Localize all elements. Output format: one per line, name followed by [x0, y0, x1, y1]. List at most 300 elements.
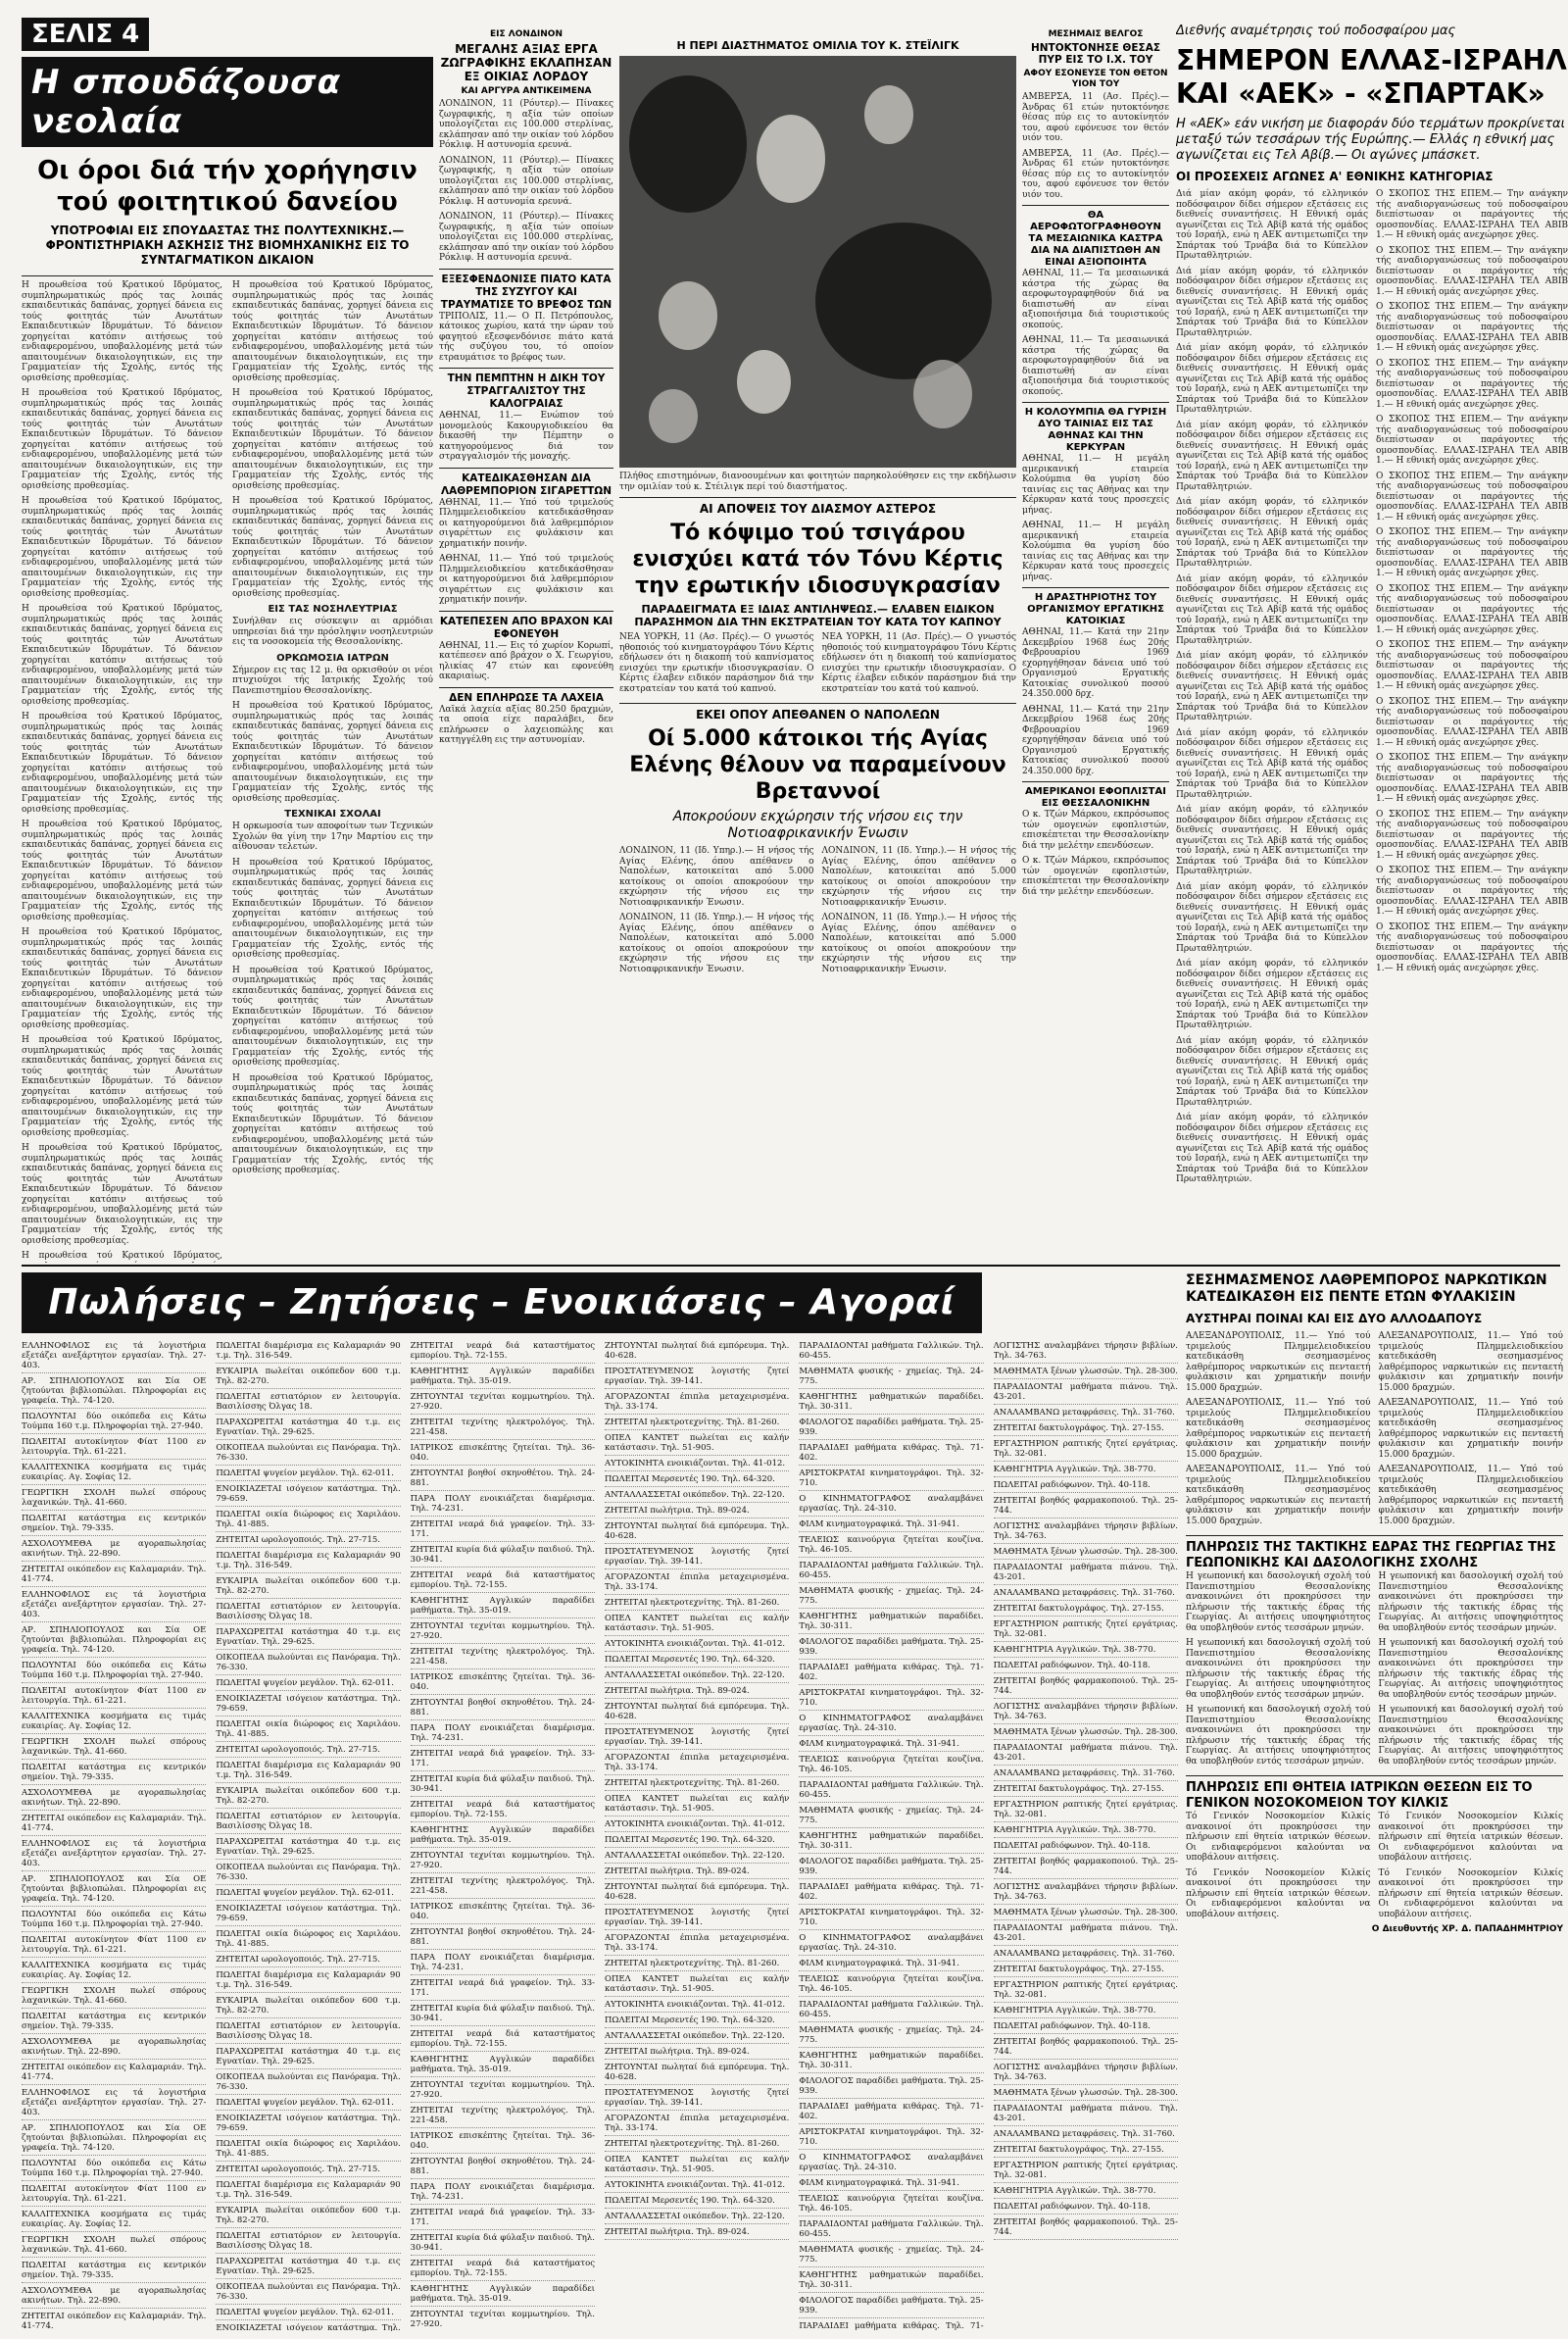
classified-ad: ΠΑΡΑΧΩΡΕΙΤΑΙ κατάστημα 40 τ.μ. εις Εγνατίαν. Τηλ. 29-625. [216, 1627, 400, 1650]
classified-ad: ΠΩΛΕΙΤΑΙ Μερσεντές 190. Τηλ. 64-320. [605, 1655, 789, 1667]
classified-ad: ΠΩΛΕΙΤΑΙ κατάστημα εις κεντρικόν σημείον. Τηλ. 79-335. [22, 2012, 206, 2034]
classified-ad: ΖΗΤΕΙΤΑΙ οικόπεδον εις Καλαμαριάν. Τηλ. 41-774. [22, 1565, 206, 1587]
classified-ad: Ο ΚΙΝΗΜΑΤΟΓΡΑΦΟΣ αναλαμβάνει εργασίας. Τηλ. 24-310. [799, 1494, 983, 1517]
sport-body-j: Διά μίαν ακόμη φοράν, τό ελληνικόν ποδόσφαιρον δίδει σήμερον εξετάσεις εις διεθνείς συναντήσεις. Η Εθνική ομάς αγωνίζεται εις Τελ Αβίβ κατά τής ομάδος τού Ισραήλ, ενώ η ΑΕΚ αντιμετωπίζει την Σπάρτακ τού Τρνάβα διά το Κύπελλον Πρωταθλητριών. [1176, 881, 1368, 954]
classified-ad: ΠΩΛΕΙΤΑΙ ψυγείον μεγάλον. Τηλ. 62-011. [216, 2308, 400, 2320]
col4-body5: Ο κ. Τζών Μάρκου, εκπρόσωπος τών ομογενών εφοπλιστών, επισκέπτεται την Θεσσαλονίκην διά την μελέτην επενδύσεων. [1022, 810, 1169, 851]
sport-body2-m: Ο ΣΚΟΠΟΣ ΤΗΣ ΕΠΕΜ.— Την ανάγκην τής αναδιοργανώσεως τού ποδοσφαίρου διεπίστωσαν οι παράγοντες τής ομοσπονδίας. ΕΛΛΑΣ-ΙΣΡΑΗΛ ΤΕΛ ΑΒΙΒ 1.— Η εθνική ομάς ανεχώρησε χθες. [1376, 866, 1568, 917]
lower-right-column [1186, 1272, 1563, 2331]
classified-ad: ΜΑΘΗΜΑΤΑ ξένων γλωσσών. Τηλ. 28-300. [994, 1727, 1178, 1740]
classified-ad: ΠΑΡΑΔΙΔΟΝΤΑΙ μαθήματα Γαλλικών. Τηλ. 60-455. [799, 2219, 983, 2242]
classified-ad: ΦΙΛΟΛΟΓΟΣ παραδίδει μαθήματα. Τηλ. 25-939. [799, 1857, 983, 1879]
infant-body: ΤΡΙΠΟΛΙΣ, 11.— Ο Π. Πετρόπουλος, κάτοικος χωρίου, κατά την ώραν τού φαγητού εξεσφενδόνισε πιάτο κατά τής συζύγου του, τό οποίον ετραυμάτισε το βρέφος των. [439, 311, 613, 363]
classified-ad: ΠΩΛΟΥΝΤΑΙ δύο οικόπεδα εις Κάτω Τούμπα 160 τ.μ. Πληροφορίαι τηλ. 27-940. [22, 1412, 206, 1434]
classified-ad: ΚΑΘΗΓΗΤΡΙΑ Αγγλικών. Τηλ. 38-770. [994, 1465, 1178, 1477]
classified-ad: ΖΗΤΕΙΤΑΙ κυρία διά φύλαξιν παιδιού. Τηλ. 30-941. [411, 1545, 595, 1568]
exhibition-sub: ΚΑΙ ΑΡΓΥΡΑ ΑΝΤΙΚΕΙΜΕΝΑ [461, 86, 592, 96]
classified-ad: ΠΑΡΑΔΙΔΟΝΤΑΙ μαθήματα πιάνου. Τηλ. 43-201. [994, 1382, 1178, 1405]
sport-body-f: Διά μίαν ακόμη φοράν, τό ελληνικόν ποδόσφαιρον δίδει σήμερον εξετάσεις εις διεθνείς συναντήσεις. Η Εθνική ομάς αγωνίζεται εις Τελ Αβίβ κατά τής ομάδος τού Ισραήλ, ενώ η ΑΕΚ αντιμετωπίζει την Σπάρτακ τού Τρνάβα διά το Κύπελλον Πρωταθλητριών. [1176, 573, 1368, 646]
col4-body1: ΑΜΒΕΡΣΑ, 11 (Ασ. Πρές).— Άνδρας 61 ετών ηυτοκτόνησε θέσας πύρ εις το αυτοκίνητόν του, αφού εφόνευσε τον θετόν υιόν του. [1022, 92, 1169, 143]
classified-ad: ΚΑΘΗΓΗΤΡΙΑ Αγγλικών. Τηλ. 38-770. [994, 2186, 1178, 2199]
sport-body2-k: Ο ΣΚΟΠΟΣ ΤΗΣ ΕΠΕΜ.— Την ανάγκην τής αναδιοργανώσεως τού ποδοσφαίρου διεπίστωσαν οι παράγοντες τής ομοσπονδίας. ΕΛΛΑΣ-ΙΣΡΑΗΛ ΤΕΛ ΑΒΙΒ 1.— Η εθνική ομάς ανεχώρησε χθες. [1376, 753, 1568, 804]
exhibition-body3: ΛΟΝΔΙΝΟΝ, 11 (Ρόυτερ).— Πίνακες ζωγραφικής, η αξία τών οποίων υπολογίζεται εις 100.000 στερλίνας, εκλάπησαν από την οικίαν τού λόρδου Ρόκλιφ. Η αστυνομία ερευνά. [439, 212, 613, 263]
classified-ad: ΠΑΡΑΔΙΔΟΝΤΑΙ μαθήματα Γαλλικών. Τηλ. 60-455. [799, 1561, 983, 1583]
classified-ad: ΟΙΚΟΠΕΔΑ πωλούνται εις Πανόραμα. Τηλ. 76-330. [216, 1443, 400, 1466]
classified-ad: ΑΓΟΡΑΖΟΝΤΑΙ έπιπλα μεταχειρισμένα. Τηλ. 33-174. [605, 1392, 789, 1415]
classified-ad: ΦΙΛΜ κινηματογραφικά. Τηλ. 31-941. [799, 1959, 983, 1971]
classified-ad: ΠΑΡΑΧΩΡΕΙΤΑΙ κατάστημα 40 τ.μ. εις Εγνατίαν. Τηλ. 29-625. [216, 1418, 400, 1440]
classified-ad: ΖΗΤΕΙΤΑΙ βοηθός φαρμακοποιού. Τηλ. 25-744. [994, 2217, 1178, 2240]
classified-ad: ΠΑΡΑΔΙΔΟΝΤΑΙ μαθήματα πιάνου. Τηλ. 43-201. [994, 2104, 1178, 2126]
classified-ad: ΠΩΛΕΙΤΑΙ Μερσεντές 190. Τηλ. 64-320. [605, 2196, 789, 2209]
loan-body-cont7: Η προωθείσα τού Κρατικού Ιδρύματος, συμπληρωματικώς πρός τας λοιπάς εκπαιδευτικάς δαπάνας, χορηγεί δάνεια εις τούς φοιτητάς τών Ανωτάτων Εκπαιδευτικών Ιδρυμάτων. Τό δάνειον χορηγείται κατόπιν αιτήσεως τού ενδιαφερομένου, υποβαλλομένης μετά τών απαιτουμένων δικαιολογητικών, εις την Γραμματείαν τής Σχολής, εντός τής ορισθείσης προθεσμίας. [22, 1035, 222, 1138]
classified-ad: ΑΥΤΟΚΙΝΗΤΑ ενοικιάζονται. Τηλ. 41-012. [605, 2180, 789, 2193]
infant-title: ΕΞΕΣΦΕΝΔΟΝΙΣΕ ΠΙΑΤΟ ΚΑΤΑ ΤΗΣ ΣΥΖΥΓΟΥ ΚΑΙ ΤΡΑΥΜΑΤΙΣΕ ΤΟ ΒΡΕΦΟΣ ΤΩΝ [440, 273, 612, 311]
col4-body3: ΑΘΗΝΑΙ, 11.— Η μεγάλη αμερικανική εταιρεία Κολούμπια θα γυρίση δύο ταινίας εις τας Αθήνας και την Κέρκυραν κατά τους προσεχείς μήνας. [1022, 454, 1169, 516]
classified-ad: ΖΗΤΕΙΤΑΙ δακτυλογράφος. Τηλ. 27-155. [994, 1604, 1178, 1617]
classified-ad: ΑΥΤΟΚΙΝΗΤΑ ενοικιάζονται. Τηλ. 41-012. [605, 2000, 789, 2013]
classified-ad: ΓΕΩΡΓΙΚΗ ΣΧΟΛΗ πωλεί σπόρους λαχανικών. Τηλ. 41-660. [22, 1737, 206, 1760]
classified-ad: ΖΗΤΕΙΤΑΙ δακτυλογράφος. Τηλ. 27-155. [994, 1784, 1178, 1797]
agriculture-body6: Η γεωπονική και δασολογική σχολή τού Πανεπιστημίου Θεσσαλονίκης ανακοινώνει ότι προκηρύσσει την πλήρωσιν τής τακτικής έδρας τής Γεωργίας. Αι αιτήσεις υποψηφιότητος θα υποβληθούν εντός τεσσάρων μηνών. [1378, 1705, 1563, 1767]
classified-ad: ΙΑΤΡΙΚΟΣ επισκέπτης ζητείται. Τηλ. 36-040. [411, 1672, 595, 1695]
loan-body-cont2: Η προωθείσα τού Κρατικού Ιδρύματος, συμπληρωματικώς πρός τας λοιπάς εκπαιδευτικάς δαπάνας, χορηγεί δάνεια εις τούς φοιτητάς τών Ανωτάτων Εκπαιδευτικών Ιδρυμάτων. Τό δάνειον χορηγείται κατόπιν αιτήσεως τού ενδιαφερομένου, υποβαλλομένης μετά τών απαιτουμένων δικαιολογητικών, εις την Γραμματείαν τής Σχολής, εντός τής ορισθείσης προθεσμίας. [22, 496, 222, 599]
classified-ad: ΜΑΘΗΜΑΤΑ φυσικής - χημείας. Τηλ. 24-775. [799, 2025, 983, 2048]
classified-ad: ΑΡ. ΣΠΗΛΙΟΠΟΥΛΟΣ και Σία ΟΕ ζητούνται βιβλιοπώλαι. Πληροφορίαι εις γραφεία. Τηλ. 74-120. [22, 1376, 206, 1409]
section-label: ΣΕΛΙΣ 4 [22, 18, 149, 51]
classified-ad: ΠΡΟΣΤΑΤΕΥΜΕΝΟΣ λογιστής ζητεί εργασίαν. Τηλ. 39-141. [605, 1367, 789, 1389]
classified-ad: ΑΝΤΑΛΛΑΣΣΕΤΑΙ οικόπεδον. Τηλ. 22-120. [605, 2031, 789, 2044]
classified-ad: ΖΗΤΕΙΤΑΙ τεχνίτης ηλεκτρολόγος. Τηλ. 221-458. [411, 2106, 595, 2128]
classified-ad: ΖΗΤΕΙΤΑΙ τεχνίτης ηλεκτρολόγος. Τηλ. 221-458. [411, 1418, 595, 1440]
classified-ad: ΜΑΘΗΜΑΤΑ ξένων γλωσσών. Τηλ. 28-300. [994, 2088, 1178, 2101]
classified-ad: ΠΑΡΑΔΙΔΕΙ μαθήματα κιθάρας. Τηλ. 71-402. [799, 2102, 983, 2124]
narcotics-title: ΣΕΣΗΜΑΣΜΕΝΟΣ ΛΑΘΡΕΜΠΟΡΟΣ ΝΑΡΚΩΤΙΚΩΝ ΚΑΤΕΔΙΚΑΣΘΗ ΕΙΣ ΠΕΝΤΕ ΕΤΩΝ ΦΥΛΑΚΙΣΙΝ [1186, 1272, 1547, 1305]
classified-ad: ΠΑΡΑΔΙΔΟΝΤΑΙ μαθήματα Γαλλικών. Τηλ. 60-455. [799, 1341, 983, 1364]
classified-ad: ΚΑΘΗΓΗΤΗΣ μαθηματικών παραδίδει. Τηλ. 30-311. [799, 1831, 983, 1854]
classified-ad: ΖΗΤΕΙΤΑΙ βοηθός φαρμακοποιού. Τηλ. 25-744. [994, 1857, 1178, 1879]
classified-ad: ΑΓΟΡΑΖΟΝΤΑΙ έπιπλα μεταχειρισμένα. Τηλ. 33-174. [605, 1753, 789, 1775]
sport-body-e: Διά μίαν ακόμη φοράν, τό ελληνικόν ποδόσφαιρον δίδει σήμερον εξετάσεις εις διεθνείς συναντήσεις. Η Εθνική ομάς αγωνίζεται εις Τελ Αβίβ κατά τής ομάδος τού Ισραήλ, ενώ η ΑΕΚ αντιμετωπίζει την Σπάρτακ τού Τρνάβα διά το Κύπελλον Πρωταθλητριών. [1176, 497, 1368, 569]
classified-ad: ΑΝΑΛΑΜΒΑΝΩ μεταφράσεις. Τηλ. 31-760. [994, 1408, 1178, 1420]
classified-ad: ΕΛΛΗΝΟΦΙΛΟΣ εις τά λογιστήρια εξετάζει ανεξάρτητον εργασίαν. Τηλ. 27-403. [22, 1590, 206, 1622]
agriculture-title: ΠΛΗΡΩΣΙΣ ΤΗΣ ΤΑΚΤΙΚΗΣ ΕΔΡΑΣ ΤΗΣ ΓΕΩΡΓΙΑΣ ΤΗΣ ΓΕΩΠΟΝΙΚΗΣ ΚΑΙ ΔΑΣΟΛΟΓΙΚΗΣ ΣΧΟΛΗΣ [1186, 1540, 1556, 1570]
classified-ad: ΑΝΤΑΛΛΑΣΣΕΤΑΙ οικόπεδον. Τηλ. 22-120. [605, 1670, 789, 1683]
classified-ad: ΠΑΡΑΧΩΡΕΙΤΑΙ κατάστημα 40 τ.μ. εις Εγνατίαν. Τηλ. 29-625. [216, 2257, 400, 2279]
classified-ad: ΖΗΤΕΙΤΑΙ βοηθός φαρμακοποιού. Τηλ. 25-744. [994, 1496, 1178, 1518]
classified-ad: ΕΛΛΗΝΟΦΙΛΟΣ εις τά λογιστήρια εξετάζει ανεξάρτητον εργασίαν. Τηλ. 27-403. [22, 1341, 206, 1373]
sport-body-b: Διά μίαν ακόμη φοράν, τό ελληνικόν ποδόσφαιρον δίδει σήμερον εξετάσεις εις διεθνείς συναντήσεις. Η Εθνική ομάς αγωνίζεται εις Τελ Αβίβ κατά τής ομάδος τού Ισραήλ, ενώ η ΑΕΚ αντιμετωπίζει την Σπάρτακ τού Τρνάβα διά το Κύπελλον Πρωταθλητριών. [1176, 266, 1368, 338]
classified-ad: ΤΕΛΕΙΩΣ καινούργια ζητείται κουζίνα. Τηλ. 46-105. [799, 1974, 983, 1997]
napoleon-body: ΛΟΝΔΙΝΟΝ, 11 (Ιδ. Υπηρ.).— Η νήσος τής Αγίας Ελένης, όπου απέθανεν ο Ναπολέων, κατοικείται από 5.000 κατοίκους οι οποίοι αποκρούουν την εκχώρησιν τής νήσου εις την Νοτιοαφρικανικήν Ένωσιν. [619, 846, 814, 908]
col4-body2: ΑΘΗΝΑΙ, 11.— Τα μεσαιωνικά κάστρα τής χώρας θα αεροφωτογραφηθούν διά να διαπιστωθή αν είναι αξιοποιήσιμα διά τουριστικούς σκοπούς. [1022, 269, 1169, 330]
classified-ad: ΑΡΙΣΤΟΚΡΑΤΑΙ κινηματογράφοι. Τηλ. 32-710. [799, 1468, 983, 1491]
loan-body-col2b: Η προωθείσα τού Κρατικού Ιδρύματος, συμπληρωματικώς πρός τας λοιπάς εκπαιδευτικάς δαπάνας, χορηγεί δάνεια εις τούς φοιτητάς τών Ανωτάτων Εκπαιδευτικών Ιδρυμάτων. Τό δάνειον χορηγείται κατόπιν αιτήσεως τού ενδιαφερομένου, υποβαλλομένης μετά τών απαιτουμένων δικαιολογητικών, εις την Γραμματείαν τής Σχολής, εντός τής ορισθείσης προθεσμίας. [232, 388, 433, 491]
agriculture-body4: Η γεωπονική και δασολογική σχολή τού Πανεπιστημίου Θεσσαλονίκης ανακοινώνει ότι προκηρύσσει την πλήρωσιν τής τακτικής έδρας τής Γεωργίας. Αι αιτήσεις υποψηφιότητος θα υποβληθούν εντός τεσσάρων μηνών. [1378, 1638, 1563, 1700]
loan-body-cont: Η προωθείσα τού Κρατικού Ιδρύματος, συμπληρωματικώς πρός τας λοιπάς εκπαιδευτικάς δαπάνας, χορηγεί δάνεια εις τούς φοιτητάς τών Ανωτάτων Εκπαιδευτικών Ιδρυμάτων. Τό δάνειον χορηγείται κατόπιν αιτήσεως τού ενδιαφερομένου, υποβαλλομένης μετά τών απαιτουμένων δικαιολογητικών, εις την Γραμματείαν τής Σχολής, εντός τής ορισθείσης προθεσμίας. [22, 388, 222, 491]
narcotics-body4: ΑΛΕΞΑΝΔΡΟΥΠΟΛΙΣ, 11.— Υπό τού τριμελούς Πλημμελειοδικείου κατεδικάσθη σεσημασμένος λαθρέμπορος ναρκωτικών εις πενταετή φυλάκισιν και χρηματικήν ποινήν 15.000 δραχμών. [1378, 1398, 1563, 1460]
classified-ad: ΖΗΤΟΥΝΤΑΙ πωληταί διά εμπόρευμα. Τηλ. 40-628. [605, 2063, 789, 2085]
left-column [22, 18, 433, 1263]
classifieds-column [799, 1341, 983, 2331]
classified-ad: ΠΩΛΟΥΝΤΑΙ δύο οικόπεδα εις Κάτω Τούμπα 160 τ.μ. Πληροφορίαι τηλ. 27-940. [22, 1910, 206, 1932]
classified-ad: ΚΑΘΗΓΗΤΗΣ μαθηματικών παραδίδει. Τηλ. 30-311. [799, 1612, 983, 1634]
classified-ad: ΦΙΛΟΛΟΓΟΣ παραδίδει μαθήματα. Τηλ. 25-939. [799, 2296, 983, 2318]
classified-ad: ΕΛΛΗΝΟΦΙΛΟΣ εις τά λογιστήρια εξετάζει ανεξάρτητον εργασίαν. Τηλ. 27-403. [22, 1839, 206, 1871]
sport-body2-l: Ο ΣΚΟΠΟΣ ΤΗΣ ΕΠΕΜ.— Την ανάγκην τής αναδιοργανώσεως τού ποδοσφαίρου διεπίστωσαν οι παράγοντες τής ομοσπονδίας. ΕΛΛΑΣ-ΙΣΡΑΗΛ ΤΕΛ ΑΒΙΒ 1.— Η εθνική ομάς ανεχώρησε χθες. [1376, 809, 1568, 861]
col4-body2b: ΑΘΗΝΑΙ, 11.— Τα μεσαιωνικά κάστρα τής χώρας θα αεροφωτογραφηθούν διά να διαπιστωθή αν είναι αξιοποιήσιμα διά τουριστικούς σκοπούς. [1022, 335, 1169, 397]
classified-ad: ΠΩΛΕΙΤΑΙ ψυγείον μεγάλον. Τηλ. 62-011. [216, 1468, 400, 1481]
classified-ad: ΑΝΤΑΛΛΑΣΣΕΤΑΙ οικόπεδον. Τηλ. 22-120. [605, 1490, 789, 1503]
column-two [439, 29, 613, 1260]
classified-ad: ΛΟΓΙΣΤΗΣ αναλαμβάνει τήρησιν βιβλίων. Τηλ. 34-763. [994, 1882, 1178, 1905]
col4-title5: ΑΜΕΡΙΚΑΝΟΙ ΕΦΟΠΛΙΣΤΑΙ ΕΙΣ ΘΕΣΣΑΛΟΝΙΚΗΝ [1025, 786, 1166, 809]
classified-ad: ΑΡΙΣΤΟΚΡΑΤΑΙ κινηματογράφοι. Τηλ. 32-710. [799, 2127, 983, 2150]
classifieds-column [22, 1341, 206, 2331]
classified-ad: ΜΑΘΗΜΑΤΑ φυσικής - χημείας. Τηλ. 24-775. [799, 1586, 983, 1609]
classified-ad: ΕΡΓΑΣΤΗΡΙΟΝ ραπτικής ζητεί εργάτριας. Τηλ. 32-081. [994, 2161, 1178, 2183]
col4-body4b: ΑΘΗΝΑΙ, 11.— Κατά την 21ην Δεκεμβρίου 1968 έως 20ής Φεβρουαρίου 1969 εχορηγήθησαν δάνεια υπό τού Οργανισμού Εργατικής Κατοικίας συνολικού ποσού 24.350.000 δρχ. [1022, 704, 1169, 776]
classified-ad: ΖΗΤΕΙΤΑΙ νεαρά διά καταστήματος εμπορίου. Τηλ. 72-155. [411, 2259, 595, 2281]
classified-ad: ΠΩΛΕΙΤΑΙ εστιατόριον εν λειτουργία. Βασιλίσσης Όλγας 18. [216, 1812, 400, 1834]
astronaut-sub: ΠΑΡΑΔΕΙΓΜΑΤΑ ΕΞ ΙΔΙΑΣ ΑΝΤΙΛΗΨΕΩΣ.— ΕΛΑΒΕΝ ΕΙΔΙΚΟΝ ΠΑΡΑΣΗΜΟΝ ΔΙΑ ΤΗΝ ΕΚΣΤΡΑΤΕΙΑΝ ΤΟΥ ΚΑΤΑ ΤΟΥ ΚΑΠΝΟΥ [634, 603, 1002, 628]
classified-ad: ΑΣΧΟΛΟΥΜΕΘΑ με αγοραπωλησίας ακινήτων. Τηλ. 22-890. [22, 1539, 206, 1562]
sport-body-d: Διά μίαν ακόμη φοράν, τό ελληνικόν ποδόσφαιρον δίδει σήμερον εξετάσεις εις διεθνείς συναντήσεις. Η Εθνική ομάς αγωνίζεται εις Τελ Αβίβ κατά τής ομάδος τού Ισραήλ, ενώ η ΑΕΚ αντιμετωπίζει την Σπάρτακ τού Τρνάβα διά το Κύπελλον Πρωταθλητριών. [1176, 420, 1368, 492]
classified-ad: ΖΗΤΕΙΤΑΙ νεαρά διά καταστήματος εμπορίου. Τηλ. 72-155. [411, 1341, 595, 1364]
classified-ad: ΖΗΤΕΙΤΑΙ πωλήτρια. Τηλ. 89-024. [605, 1506, 789, 1518]
classified-ad: ΖΗΤΕΙΤΑΙ ωρολογοποιός. Τηλ. 27-715. [216, 1535, 400, 1548]
exhibition-title: ΜΕΓΑΛΗΣ ΑΞΙΑΣ ΕΡΓΑ ΖΩΓΡΑΦΙΚΗΣ ΕΚΛΑΠΗΣΑΝ ΕΞ ΟΙΚΙΑΣ ΛΟΡΔΟΥ [440, 42, 612, 83]
classified-ad: ΠΩΛΕΙΤΑΙ οικία διώροφος εις Χαριλάου. Τηλ. 41-885. [216, 2139, 400, 2162]
tech-body: Η ορκωμοσία των αποφοίτων των Τεχνικών Σχολών θα γίνη την 17ην Μαρτίου εις την αίθουσαν τελετών. [232, 821, 433, 852]
classified-ad: ΛΟΓΙΣΤΗΣ αναλαμβάνει τήρησιν βιβλίων. Τηλ. 34-763. [994, 1341, 1178, 1364]
classified-ad: ΠΡΟΣΤΑΤΕΥΜΕΝΟΣ λογιστής ζητεί εργασίαν. Τηλ. 39-141. [605, 1908, 789, 1930]
loan-subtitle: ΥΠΟΤΡΟΦΙΑΙ ΕΙΣ ΣΠΟΥΔΑΣΤΑΣ ΤΗΣ ΠΟΛΥΤΕΧΝΙΚΗΣ.— ΦΡΟΝΤΙΣΤΗΡΙΑΚΗ ΑΣΚΗΣΙΣ ΤΗΣ ΒΙΟΜΗΧΑΝΙΚΗΣ ΕΙΣ ΤΟ ΣΥΝΤΑΓΜΑΤΙΚΟΝ ΔΙΚΑΙΟΝ [45, 224, 410, 267]
classified-ad: ΖΗΤΟΥΝΤΑΙ πωληταί διά εμπόρευμα. Τηλ. 40-628. [605, 1341, 789, 1364]
napoleon-body4: ΛΟΝΔΙΝΟΝ, 11 (Ιδ. Υπηρ.).— Η νήσος τής Αγίας Ελένης, όπου απέθανεν ο Ναπολέων, κατοικείται από 5.000 κατοίκους οι οποίοι αποκρούουν την εκχώρησιν τής νήσου εις την Νοτιοαφρικανικήν Ένωσιν. [821, 913, 1016, 974]
agriculture-body5: Η γεωπονική και δασολογική σχολή τού Πανεπιστημίου Θεσσαλονίκης ανακοινώνει ότι προκηρύσσει την πλήρωσιν τής τακτικής έδρας τής Γεωργίας. Αι αιτήσεις υποψηφιότητος θα υποβληθούν εντός τεσσάρων μηνών. [1186, 1705, 1371, 1767]
classified-ad: ΚΑΘΗΓΗΤΡΙΑ Αγγλικών. Τηλ. 38-770. [994, 2006, 1178, 2018]
classified-ad: ΠΡΟΣΤΑΤΕΥΜΕΝΟΣ λογιστής ζητεί εργασίαν. Τηλ. 39-141. [605, 1547, 789, 1569]
classified-ad: ΚΑΘΗΓΗΤΗΣ μαθηματικών παραδίδει. Τηλ. 30-311. [799, 1392, 983, 1415]
classified-ad: ΜΑΘΗΜΑΤΑ ξένων γλωσσών. Τηλ. 28-300. [994, 1908, 1178, 1920]
classified-ad: ΛΟΓΙΣΤΗΣ αναλαμβάνει τήρησιν βιβλίων. Τηλ. 34-763. [994, 1521, 1178, 1544]
classified-ad: ΠΩΛΕΙΤΑΙ κατάστημα εις κεντρικόν σημείον. Τηλ. 79-335. [22, 1763, 206, 1785]
classified-ad: ΖΗΤΕΙΤΑΙ κυρία διά φύλαξιν παιδιού. Τηλ. 30-941. [411, 2233, 595, 2256]
tech-body4: Η προωθείσα τού Κρατικού Ιδρύματος, συμπληρωματικώς πρός τας λοιπάς εκπαιδευτικάς δαπάνας, χορηγεί δάνεια εις τούς φοιτητάς τών Ανωτάτων Εκπαιδευτικών Ιδρυμάτων. Τό δάνειον χορηγείται κατόπιν αιτήσεως τού ενδιαφερομένου, υποβαλλομένης μετά τών απαιτουμένων δικαιολογητικών, εις την Γραμματείαν τής Σχολής, εντός τής ορισθείσης προθεσμίας. [232, 1072, 433, 1175]
classified-ad: ΕΝΟΙΚΙΑΖΕΤΑΙ ισόγειον κατάστημα. Τηλ. [216, 2323, 400, 2331]
astronaut-body: ΝΕΑ ΥΟΡΚΗ, 11 (Ασ. Πρές).— Ο γνωστός ηθοποιός τού κινηματογράφου Τόνυ Κέρτις εδήλωσεν ότι η διακοπή τού καπνίσματος ενισχύει την ερωτικήν ιδιοσυγκρασίαν. Ο Κέρτις έλαβεν ειδικόν παράσημον διά την εκστρατείαν του κατά τού καπνού. [619, 632, 814, 694]
classified-ad: ΦΙΛΜ κινηματογραφικά. Τηλ. 31-941. [799, 2178, 983, 2191]
classified-ad: ΖΗΤΟΥΝΤΑΙ τεχνίται κομμωτηρίου. Τηλ. 27-920. [411, 2080, 595, 2103]
classified-ad: ΖΗΤΕΙΤΑΙ ηλεκτροτεχνίτης. Τηλ. 81-260. [605, 1778, 789, 1791]
classified-ad: ΜΑΘΗΜΑΤΑ φυσικής - χημείας. Τηλ. 24-775. [799, 2245, 983, 2267]
classified-ad: ΟΠΕΛ ΚΑΝΤΕΤ πωλείται εις καλήν κατάστασιν. Τηλ. 51-905. [605, 2155, 789, 2177]
classified-ad: ΑΓΟΡΑΖΟΝΤΑΙ έπιπλα μεταχειρισμένα. Τηλ. 33-174. [605, 1933, 789, 1956]
classified-ad: ΠΩΛΕΙΤΑΙ κατάστημα εις κεντρικόν σημείον. Τηλ. 79-335. [22, 2261, 206, 2283]
col4-body4: ΑΘΗΝΑΙ, 11.— Κατά την 21ην Δεκεμβρίου 1968 έως 20ής Φεβρουαρίου 1969 εχορηγήθησαν δάνεια υπό τού Οργανισμού Εργατικής Κατοικίας συνολικού ποσού 24.350.000 δρχ. [1022, 627, 1169, 699]
col4-title4: Η ΔΡΑΣΤΗΡΙΟΤΗΣ ΤΟΥ ΟΡΓΑΝΙΣΜΟΥ ΕΡΓΑΤΙΚΗΣ ΚΑΤΟΙΚΙΑΣ [1027, 592, 1164, 626]
napoleon-sub: Αποκρούουν εκχώρησιν τής νήσου εις την Νοτιοαφρικανικήν Ένωσιν [672, 809, 963, 841]
classified-ad: ΕΝΟΙΚΙΑΖΕΤΑΙ ισόγειον κατάστημα. Τηλ. 79-659. [216, 1484, 400, 1507]
classified-ad: ΠΩΛΟΥΝΤΑΙ δύο οικόπεδα εις Κάτω Τούμπα 160 τ.μ. Πληροφορίαι τηλ. 27-940. [22, 2159, 206, 2181]
classified-ad: ΠΑΡΑΔΙΔΟΝΤΑΙ μαθήματα πιάνου. Τηλ. 43-201. [994, 1923, 1178, 1946]
classified-ad: ΠΩΛΟΥΝΤΑΙ δύο οικόπεδα εις Κάτω Τούμπα 160 τ.μ. Πληροφορίαι τηλ. 27-940. [22, 1661, 206, 1683]
loan-body-cont4: Η προωθείσα τού Κρατικού Ιδρύματος, συμπληρωματικώς πρός τας λοιπάς εκπαιδευτικάς δαπάνας, χορηγεί δάνεια εις τούς φοιτητάς τών Ανωτάτων Εκπαιδευτικών Ιδρυμάτων. Τό δάνειον χορηγείται κατόπιν αιτήσεως τού ενδιαφερομένου, υποβαλλομένης μετά τών απαιτουμένων δικαιολογητικών, εις την Γραμματείαν τής Σχολής, εντός τής ορισθείσης προθεσμίας. [22, 712, 222, 815]
classified-ad: ΖΗΤΟΥΝΤΑΙ πωληταί διά εμπόρευμα. Τηλ. 40-628. [605, 1521, 789, 1544]
classified-ad: ΠΩΛΕΙΤΑΙ Μερσεντές 190. Τηλ. 64-320. [605, 2016, 789, 2028]
classified-ad: ΑΡ. ΣΠΗΛΙΟΠΟΥΛΟΣ και Σία ΟΕ ζητούνται βιβλιοπώλαι. Πληροφορίαι εις γραφεία. Τηλ. 74-120. [22, 2123, 206, 2156]
classified-ad: ΚΑΘΗΓΗΤΗΣ Αγγλικών παραδίδει μαθήματα. Τηλ. 35-019. [411, 2055, 595, 2077]
column-head: Η σπουδάζουσα νεολαία [22, 57, 433, 147]
classified-ad: ΕΡΓΑΣΤΗΡΙΟΝ ραπτικής ζητεί εργάτριας. Τηλ. 32-081. [994, 1619, 1178, 1642]
loan-body-cont6: Η προωθείσα τού Κρατικού Ιδρύματος, συμπληρωματικώς πρός τας λοιπάς εκπαιδευτικάς δαπάνας, χορηγεί δάνεια εις τούς φοιτητάς τών Ανωτάτων Εκπαιδευτικών Ιδρυμάτων. Τό δάνειον χορηγείται κατόπιν αιτήσεως τού ενδιαφερομένου, υποβαλλομένης μετά τών απαιτουμένων δικαιολογητικών, εις την Γραμματείαν τής Σχολής, εντός τής ορισθείσης προθεσμίας. [22, 927, 222, 1030]
classified-ad: ΖΗΤΕΙΤΑΙ νεαρά διά καταστήματος εμπορίου. Τηλ. 72-155. [411, 1570, 595, 1593]
classified-ad: ΖΗΤΕΙΤΑΙ ηλεκτροτεχνίτης. Τηλ. 81-260. [605, 1418, 789, 1430]
classified-ad: ΚΑΘΗΓΗΤΗΣ Αγγλικών παραδίδει μαθήματα. Τηλ. 35-019. [411, 2284, 595, 2307]
classified-ad: ΟΙΚΟΠΕΔΑ πωλούνται εις Πανόραμα. Τηλ. 76-330. [216, 2072, 400, 2095]
classified-ad: ΑΝΑΛΑΜΒΑΝΩ μεταφράσεις. Τηλ. 31-760. [994, 2129, 1178, 2142]
classified-ad: ΠΑΡΑΔΙΔΟΝΤΑΙ μαθήματα Γαλλικών. Τηλ. 60-455. [799, 2000, 983, 2022]
classified-ad: ΓΕΩΡΓΙΚΗ ΣΧΟΛΗ πωλεί σπόρους λαχανικών. Τηλ. 41-660. [22, 1986, 206, 2009]
classified-ad: ΖΗΤΕΙΤΑΙ δακτυλογράφος. Τηλ. 27-155. [994, 1423, 1178, 1436]
classified-ad: ΖΗΤΟΥΝΤΑΙ τεχνίται κομμωτηρίου. Τηλ. 27-920. [411, 1621, 595, 1644]
classified-ad: ΠΩΛΕΙΤΑΙ ραδιόφωνον. Τηλ. 40-118. [994, 1661, 1178, 1673]
classified-ad: Ο ΚΙΝΗΜΑΤΟΓΡΑΦΟΣ αναλαμβάνει εργασίας. Τηλ. 24-310. [799, 1933, 983, 1956]
classified-ad: ΠΩΛΕΙΤΑΙ κατάστημα εις κεντρικόν σημείον. Τηλ. 79-335. [22, 1514, 206, 1536]
col4-title2: ΘΑ ΑΕΡΟΦΩΤΟΓΡΑΦΗΘΟΥΝ ΤΑ ΜΕΣΑΙΩΝΙΚΑ ΚΑΣΤΡΑ ΔΙΑ ΝΑ ΔΙΑΠΙΣΤΩΘΗ ΑΝ ΕΙΝΑΙ ΑΞΙΟΠΟΙΗΤΑ [1028, 210, 1163, 268]
sport-body2-c: Ο ΣΚΟΠΟΣ ΤΗΣ ΕΠΕΜ.— Την ανάγκην τής αναδιοργανώσεως τού ποδοσφαίρου διεπίστωσαν οι παράγοντες τής ομοσπονδίας. ΕΛΛΑΣ-ΙΣΡΑΗΛ ΤΕΛ ΑΒΙΒ 1.— Η εθνική ομάς ανεχώρησε χθες. [1376, 302, 1568, 353]
loan-body-cont8: Η προωθείσα τού Κρατικού Ιδρύματος, συμπληρωματικώς πρός τας λοιπάς εκπαιδευτικάς δαπάνας, χορηγεί δάνεια εις τούς φοιτητάς τών Ανωτάτων Εκπαιδευτικών Ιδρυμάτων. Τό δάνειον χορηγείται κατόπιν αιτήσεως τού ενδιαφερομένου, υποβαλλομένης μετά τών απαιτουμένων δικαιολογητικών, εις την Γραμματείαν τής Σχολής, εντός τής ορισθείσης προθεσμίας. [22, 1143, 222, 1246]
classified-ad: ΛΟΓΙΣΤΗΣ αναλαμβάνει τήρησιν βιβλίων. Τηλ. 34-763. [994, 1702, 1178, 1724]
classified-ad: ΠΑΡΑΔΙΔΕΙ μαθήματα κιθάρας. Τηλ. 71-402. [799, 1882, 983, 1905]
classified-ad: ΟΠΕΛ ΚΑΝΤΕΤ πωλείται εις καλήν κατάστασιν. Τηλ. 51-905. [605, 1614, 789, 1636]
classified-ad: ΚΑΘΗΓΗΤΗΣ Αγγλικών παραδίδει μαθήματα. Τηλ. 35-019. [411, 1825, 595, 1848]
napoleon-body3: ΛΟΝΔΙΝΟΝ, 11 (Ιδ. Υπηρ.).— Η νήσος τής Αγίας Ελένης, όπου απέθανεν ο Ναπολέων, κατοικείται από 5.000 κατοίκους οι οποίοι αποκρούουν την εκχώρησιν τής νήσου εις την Νοτιοαφρικανικήν Ένωσιν. [619, 913, 814, 974]
classified-ad: ΠΩΛΕΙΤΑΙ διαμέρισμα εις Καλαμαριάν 90 τ.μ. Τηλ. 316-549. [216, 2180, 400, 2203]
classified-ad: ΑΝΤΑΛΛΑΣΣΕΤΑΙ οικόπεδον. Τηλ. 22-120. [605, 1851, 789, 1864]
tech-title: ΤΕΧΝΙΚΑΙ ΣΧΟΛΑΙ [284, 809, 381, 820]
classified-ad: ΤΕΛΕΙΩΣ καινούργια ζητείται κουζίνα. Τηλ. 46-105. [799, 1535, 983, 1558]
classified-ad: ΦΙΛΜ κινηματογραφικά. Τηλ. 31-941. [799, 1519, 983, 1532]
classified-ad: ΑΡ. ΣΠΗΛΙΟΠΟΥΛΟΣ και Σία ΟΕ ζητούνται βιβλιοπώλαι. Πληροφορίαι εις γραφεία. Τηλ. 74-120. [22, 1625, 206, 1658]
classified-ad: ΟΠΕΛ ΚΑΝΤΕΤ πωλείται εις καλήν κατάστασιν. Τηλ. 51-905. [605, 1974, 789, 1997]
sport-body-i: Διά μίαν ακόμη φοράν, τό ελληνικόν ποδόσφαιρον δίδει σήμερον εξετάσεις εις διεθνείς συναντήσεις. Η Εθνική ομάς αγωνίζεται εις Τελ Αβίβ κατά τής ομάδος τού Ισραήλ, ενώ η ΑΕΚ αντιμετωπίζει την Σπάρτακ τού Τρνάβα διά το Κύπελλον Πρωταθλητριών. [1176, 805, 1368, 876]
classified-ad: ΠΩΛΕΙΤΑΙ αυτοκίνητον Φίατ 1100 εν λειτουργία. Τηλ. 61-221. [22, 2184, 206, 2207]
classified-ad: ΙΑΤΡΙΚΟΣ επισκέπτης ζητείται. Τηλ. 36-040. [411, 2131, 595, 2154]
classified-ad: ΠΩΛΕΙΤΑΙ Μερσεντές 190. Τηλ. 64-320. [605, 1835, 789, 1848]
col4-body3b: ΑΘΗΝΑΙ, 11.— Η μεγάλη αμερικανική εταιρεία Κολούμπια θα γυρίση δύο ταινίας εις τας Αθήνας και την Κέρκυραν κατά τους προσεχείς μήνας. [1022, 521, 1169, 582]
agriculture-body2: Η γεωπονική και δασολογική σχολή τού Πανεπιστημίου Θεσσαλονίκης ανακοινώνει ότι προκηρύσσει την πλήρωσιν τής τακτικής έδρας τής Γεωργίας. Αι αιτήσεις υποψηφιότητος θα υποβληθούν εντός τεσσάρων μηνών. [1378, 1571, 1563, 1633]
classified-ad: ΖΗΤΕΙΤΑΙ τεχνίτης ηλεκτρολόγος. Τηλ. 221-458. [411, 1647, 595, 1669]
hospital-body4: Τό Γενικόν Νοσοκομείον Κιλκίς ανακοινοί ότι προκηρύσσει την πλήρωσιν επί θητεία ιατρικών θέσεων. Οι ενδιαφερόμενοι καλούνται να υποβάλουν αιτήσεις. [1378, 1867, 1563, 1919]
smuggling-title: ΚΑΤΕΔΙΚΑΣΘΗΣΑΝ ΔΙΑ ΛΑΘΡΕΜΠΟΡΙΟΝ ΣΙΓΑΡΕΤΤΩΝ [441, 472, 612, 497]
narcotics-body2: ΑΛΕΞΑΝΔΡΟΥΠΟΛΙΣ, 11.— Υπό τού τριμελούς Πλημμελειοδικείου κατεδικάσθη σεσημασμένος λαθρέμπορος ναρκωτικών εις πενταετή φυλάκισιν και χρηματικήν ποινήν 15.000 δραχμών. [1378, 1331, 1563, 1393]
classified-ad: ΙΑΤΡΙΚΟΣ επισκέπτης ζητείται. Τηλ. 36-040. [411, 1443, 595, 1466]
classified-ad: ΚΑΘΗΓΗΤΗΣ μαθηματικών παραδίδει. Τηλ. 30-311. [799, 2051, 983, 2073]
classified-ad: ΓΕΩΡΓΙΚΗ ΣΧΟΛΗ πωλεί σπόρους λαχανικών. Τηλ. 41-660. [22, 2235, 206, 2258]
classified-ad: ΠΑΡΑΔΙΔΕΙ μαθήματα κιθάρας. Τηλ. 71-402. [799, 1443, 983, 1466]
classified-ad: ΟΙΚΟΠΕΔΑ πωλούνται εις Πανόραμα. Τηλ. 76-330. [216, 2282, 400, 2305]
col4-title1: ΗΝΤΟΚΤΟΝΗΣΕ ΘΕΣΑΣ ΠΥΡ ΕΙΣ ΤΟ Ι.Χ. ΤΟΥ [1030, 42, 1161, 66]
sport-body-h: Διά μίαν ακόμη φοράν, τό ελληνικόν ποδόσφαιρον δίδει σήμερον εξετάσεις εις διεθνείς συναντήσεις. Η Εθνική ομάς αγωνίζεται εις Τελ Αβίβ κατά τής ομάδος τού Ισραήλ, ενώ η ΑΕΚ αντιμετωπίζει την Σπάρτακ τού Τρνάβα διά το Κύπελλον Πρωταθλητριών. [1176, 727, 1368, 800]
classified-ad: ΜΑΘΗΜΑΤΑ φυσικής - χημείας. Τηλ. 24-775. [799, 1367, 983, 1389]
classified-ad: ΖΗΤΟΥΝΤΑΙ βοηθοί σκηνοθέτου. Τηλ. 24-881. [411, 1927, 595, 1950]
classified-ad: ΕΥΚΑΙΡΙΑ πωλείται οικόπεδον 600 τ.μ. Τηλ. 82-270. [216, 1576, 400, 1599]
agriculture-body: Η γεωπονική και δασολογική σχολή τού Πανεπιστημίου Θεσσαλονίκης ανακοινώνει ότι προκηρύσσει την πλήρωσιν τής τακτικής έδρας τής Γεωργίας. Αι αιτήσεις υποψηφιότητος θα υποβληθούν εντός τεσσάρων μηνών. [1186, 1571, 1371, 1633]
classified-ad: ΑΡ. ΣΠΗΛΙΟΠΟΥΛΟΣ και Σία ΟΕ ζητούνται βιβλιοπώλαι. Πληροφορίαι εις γραφεία. Τηλ. 74-120. [22, 1874, 206, 1907]
hygiene-body2: Η προωθείσα τού Κρατικού Ιδρύματος, συμπληρωματικώς πρός τας λοιπάς εκπαιδευτικάς δαπάνας, χορηγεί δάνεια εις τούς φοιτητάς τών Ανωτάτων Εκπαιδευτικών Ιδρυμάτων. Τό δάνειον χορηγείται κατόπιν αιτήσεως τού ενδιαφερομένου, υποβαλλομένης μετά τών απαιτουμένων δικαιολογητικών, εις την Γραμματείαν τής Σχολής, εντός τής ορισθείσης προθεσμίας. [232, 701, 433, 804]
classifieds-banner: Πωλήσεις – Ζητήσεις – Ενοικιάσεις – Αγοραί [22, 1272, 982, 1333]
sport-body-g: Διά μίαν ακόμη φοράν, τό ελληνικόν ποδόσφαιρον δίδει σήμερον εξετάσεις εις διεθνείς συναντήσεις. Η Εθνική ομάς αγωνίζεται εις Τελ Αβίβ κατά τής ομάδος τού Ισραήλ, ενώ η ΑΕΚ αντιμετωπίζει την Σπάρτακ τού Τρνάβα διά το Κύπελλον Πρωταθλητριών. [1176, 651, 1368, 722]
classified-ad: ΠΩΛΕΙΤΑΙ διαμέρισμα εις Καλαμαριάν 90 τ.μ. Τηλ. 316-549. [216, 1341, 400, 1364]
smuggling-body2: ΑΘΗΝΑΙ, 11.— Υπό τού τριμελούς Πλημμελειοδικείου κατεδικάσθησαν οι κατηγορούμενοι διά λαθρεμπόριον σιγαρέττων εις φυλάκισιν και χρηματικήν ποινήν. [439, 554, 613, 605]
classified-ad: ΑΓΟΡΑΖΟΝΤΑΙ έπιπλα μεταχειρισμένα. Τηλ. 33-174. [605, 2114, 789, 2136]
classified-ad: ΠΩΛΕΙΤΑΙ Μερσεντές 190. Τηλ. 64-320. [605, 1474, 789, 1487]
classified-ad: ΖΗΤΟΥΝΤΑΙ τεχνίται κομμωτηρίου. Τηλ. 27-920. [411, 1392, 595, 1415]
section-divider [22, 1265, 1560, 1267]
sport-sub: Η «ΑΕΚ» εάν νικήση με διαφοράν δύο τερμάτων προκρίνεται μεταξύ τών τεσσάρων τής Ευρώπης.— Ελλάς η εθνική μας αγωνίζεται εις Τελ Αβίβ.— Οι αγώνες μπάσκετ. [1176, 117, 1566, 163]
classified-ad: ΖΗΤΕΙΤΑΙ ωρολογοποιός. Τηλ. 27-715. [216, 1745, 400, 1758]
classified-ad: ΖΗΤΕΙΤΑΙ νεαρά διά γραφείον. Τηλ. 33-171. [411, 1519, 595, 1542]
classified-ad: ΟΠΕΛ ΚΑΝΤΕΤ πωλείται εις καλήν κατάστασιν. Τηλ. 51-905. [605, 1794, 789, 1816]
classified-ad: ΕΥΚΑΙΡΙΑ πωλείται οικόπεδον 600 τ.μ. Τηλ. 82-270. [216, 1996, 400, 2018]
classified-ad: ΠΩΛΕΙΤΑΙ αυτοκίνητον Φίατ 1100 εν λειτουργία. Τηλ. 61-221. [22, 1437, 206, 1460]
classified-ad: ΑΣΧΟΛΟΥΜΕΘΑ με αγοραπωλησίας ακινήτων. Τηλ. 22-890. [22, 1788, 206, 1811]
loan-body-cont3: Η προωθείσα τού Κρατικού Ιδρύματος, συμπληρωματικώς πρός τας λοιπάς εκπαιδευτικάς δαπάνας, χορηγεί δάνεια εις τούς φοιτητάς τών Ανωτάτων Εκπαιδευτικών Ιδρυμάτων. Τό δάνειον χορηγείται κατόπιν αιτήσεως τού ενδιαφερομένου, υποβαλλομένης μετά τών απαιτουμένων δικαιολογητικών, εις την Γραμματείαν τής Σχολής, εντός τής ορισθείσης προθεσμίας. [22, 604, 222, 707]
hygiene-title: ΟΡΚΩΜΟΣΙΑ ΙΑΤΡΩΝ [276, 652, 389, 664]
classified-ad: ΖΗΤΕΙΤΑΙ νεαρά διά καταστήματος εμπορίου. Τηλ. 72-155. [411, 1800, 595, 1822]
classified-ad: ΠΩΛΕΙΤΑΙ διαμέρισμα εις Καλαμαριάν 90 τ.μ. Τηλ. 316-549. [216, 1970, 400, 1993]
classified-ad: ΖΗΤΕΙΤΑΙ πωλήτρια. Τηλ. 89-024. [605, 1686, 789, 1699]
classified-ad: ΖΗΤΕΙΤΑΙ πωλήτρια. Τηλ. 89-024. [605, 2047, 789, 2060]
classified-ad: ΕΡΓΑΣΤΗΡΙΟΝ ραπτικής ζητεί εργάτριας. Τηλ. 32-081. [994, 1439, 1178, 1462]
classified-ad: ΠΩΛΕΙΤΑΙ ψυγείον μεγάλον. Τηλ. 62-011. [216, 2098, 400, 2111]
loan-title: Οι όροι διά τήν χορήγησιν τού φοιτητικού δανείου [37, 156, 417, 217]
classified-ad: ΚΑΛΛΙΤΕΧΝΙΚΑ κοσμήματα εις τιμάς ευκαιρίας. Αγ. Σοφίας 12. [22, 1961, 206, 1983]
narcotics-body: ΑΛΕΞΑΝΔΡΟΥΠΟΛΙΣ, 11.— Υπό τού τριμελούς Πλημμελειοδικείου κατεδικάσθη σεσημασμένος λαθρέμπορος ναρκωτικών εις πενταετή φυλάκισιν και χρηματικήν ποινήν 15.000 δραχμών. [1186, 1331, 1371, 1393]
classified-ad: ΠΩΛΕΙΤΑΙ εστιατόριον εν λειτουργία. Βασιλίσσης Όλγας 18. [216, 2021, 400, 2044]
classified-ad: ΚΑΘΗΓΗΤΡΙΑ Αγγλικών. Τηλ. 38-770. [994, 1825, 1178, 1838]
nuns-body: ΑΘΗΝΑΙ, 11.— Ενώπιον τού μονομελούς Κακουργιοδικείου θα δικασθή την Πέμπτην ο κατηγορούμενος διά τον στραγγαλισμόν τής μοναχής. [439, 411, 613, 462]
classified-ad: ΖΗΤΕΙΤΑΙ ηλεκτροτεχνίτης. Τηλ. 81-260. [605, 2139, 789, 2152]
classified-ad: ΜΑΘΗΜΑΤΑ φυσικής - χημείας. Τηλ. 24-775. [799, 1806, 983, 1828]
classified-ad: ΟΙΚΟΠΕΔΑ πωλούνται εις Πανόραμα. Τηλ. 76-330. [216, 1653, 400, 1675]
classified-ad: ΖΗΤΕΙΤΑΙ πωλήτρια. Τηλ. 89-024. [605, 2227, 789, 2240]
classifieds-area [22, 1341, 1178, 2331]
classified-ad: ΚΑΘΗΓΗΤΡΙΑ Αγγλικών. Τηλ. 38-770. [994, 1645, 1178, 1658]
loan-body: Η προωθείσα τού Κρατικού Ιδρύματος, συμπληρωματικώς πρός τας λοιπάς εκπαιδευτικάς δαπάνας, χορηγεί δάνεια εις τούς φοιτητάς τών Ανωτάτων Εκπαιδευτικών Ιδρυμάτων. Τό δάνειον χορηγείται κατόπιν αιτήσεως τού ενδιαφερομένου, υποβαλλομένης μετά τών απαιτουμένων δικαιολογητικών, εις την Γραμματείαν τής Σχολής, εντός τής ορισθείσης προθεσμίας. [22, 280, 222, 383]
sport-sub2: ΟΙ ΠΡΟΣΕΧΕΙΣ ΑΓΩΝΕΣ Α' ΕΘΝΙΚΗΣ ΚΑΤΗΓΟΡΙΑΣ [1176, 170, 1494, 183]
classified-ad: ΠΑΡΑ ΠΟΛΥ ενοικιάζεται διαμέρισμα. Τηλ. 74-231. [411, 1494, 595, 1517]
classified-ad: ΠΑΡΑ ΠΟΛΥ ενοικιάζεται διαμέρισμα. Τηλ. 74-231. [411, 1723, 595, 1746]
hospital-signature: Ο Διευθυντής ΧΡ. Δ. ΠΑΠΑΔΗΜΗΤΡΙΟΥ [1371, 1924, 1563, 1934]
classified-ad: ΜΑΘΗΜΑΤΑ ξένων γλωσσών. Τηλ. 28-300. [994, 1547, 1178, 1560]
sport-body2-e: Ο ΣΚΟΠΟΣ ΤΗΣ ΕΠΕΜ.— Την ανάγκην τής αναδιοργανώσεως τού ποδοσφαίρου διεπίστωσαν οι παράγοντες τής ομοσπονδίας. ΕΛΛΑΣ-ΙΣΡΑΗΛ ΤΕΛ ΑΒΙΒ 1.— Η εθνική ομάς ανεχώρησε χθες. [1376, 415, 1568, 466]
sport-body2-n: Ο ΣΚΟΠΟΣ ΤΗΣ ΕΠΕΜ.— Την ανάγκην τής αναδιοργανώσεως τού ποδοσφαίρου διεπίστωσαν οι παράγοντες τής ομοσπονδίας. ΕΛΛΑΣ-ΙΣΡΑΗΛ ΤΕΛ ΑΒΙΒ 1.— Η εθνική ομάς ανεχώρησε χθες. [1376, 921, 1568, 973]
classifieds-column [994, 1341, 1178, 2331]
classified-ad: ΠΩΛΕΙΤΑΙ οικία διώροφος εις Χαριλάου. Τηλ. 41-885. [216, 1719, 400, 1742]
classifieds-column [216, 1341, 400, 2331]
sport-body-c: Διά μίαν ακόμη φοράν, τό ελληνικόν ποδόσφαιρον δίδει σήμερον εξετάσεις εις διεθνείς συναντήσεις. Η Εθνική ομάς αγωνίζεται εις Τελ Αβίβ κατά τής ομάδος τού Ισραήλ, ενώ η ΑΕΚ αντιμετωπίζει την Σπάρτακ τού Τρνάβα διά το Κύπελλον Πρωταθλητριών. [1176, 343, 1368, 415]
classified-ad: ΖΗΤΟΥΝΤΑΙ βοηθοί σκηνοθέτου. Τηλ. 24-881. [411, 1468, 595, 1491]
classified-ad: ΑΣΧΟΛΟΥΜΕΘΑ με αγοραπωλησίας ακινήτων. Τηλ. 22-890. [22, 2037, 206, 2060]
classified-ad: ΖΗΤΕΙΤΑΙ οικόπεδον εις Καλαμαριάν. Τηλ. 41-774. [22, 1814, 206, 1836]
classified-ad: ΠΩΛΕΙΤΑΙ διαμέρισμα εις Καλαμαριάν 90 τ.μ. Τηλ. 316-549. [216, 1551, 400, 1573]
classified-ad: ΑΝΑΛΑΜΒΑΝΩ μεταφράσεις. Τηλ. 31-760. [994, 1768, 1178, 1781]
classified-ad: ΤΕΛΕΙΩΣ καινούργια ζητείται κουζίνα. Τηλ. 46-105. [799, 2194, 983, 2216]
classified-ad: ΕΝΟΙΚΙΑΖΕΤΑΙ ισόγειον κατάστημα. Τηλ. 79-659. [216, 1694, 400, 1717]
classified-ad: ΛΟΓΙΣΤΗΣ αναλαμβάνει τήρησιν βιβλίων. Τηλ. 34-763. [994, 2063, 1178, 2085]
classified-ad: ΑΡΙΣΤΟΚΡΑΤΑΙ κινηματογράφοι. Τηλ. 32-710. [799, 1908, 983, 1930]
audience-photo [619, 56, 1016, 468]
speech-caption: Πλήθος επιστημόνων, διανοουμένων και φοιτητών παρηκολούθησεν εις την εκδήλωσιν την ομιλίαν τού κ. Στέιλιγκ περί τού διαστήματος. [619, 472, 1016, 492]
classified-ad: ΦΙΛΟΛΟΓΟΣ παραδίδει μαθήματα. Τηλ. 25-939. [799, 2076, 983, 2099]
column-four [1022, 29, 1169, 1260]
tech-body2: Η προωθείσα τού Κρατικού Ιδρύματος, συμπληρωματικώς πρός τας λοιπάς εκπαιδευτικάς δαπάνας, χορηγεί δάνεια εις τούς φοιτητάς τών Ανωτάτων Εκπαιδευτικών Ιδρυμάτων. Τό δάνειον χορηγείται κατόπιν αιτήσεως τού ενδιαφερομένου, υποβαλλομένης μετά τών απαιτουμένων δικαιολογητικών, εις την Γραμματείαν τής Σχολής, εντός τής ορισθείσης προθεσμίας. [232, 857, 433, 960]
classified-ad: ΕΥΚΑΙΡΙΑ πωλείται οικόπεδον 600 τ.μ. Τηλ. 82-270. [216, 1786, 400, 1809]
col4-kicker: ΜΕΣΗΜΑΙΣ ΒΕΛΓΟΣ [1048, 29, 1144, 39]
sport-body2-g: Ο ΣΚΟΠΟΣ ΤΗΣ ΕΠΕΜ.— Την ανάγκην τής αναδιοργανώσεως τού ποδοσφαίρου διεπίστωσαν οι παράγοντες τής ομοσπονδίας. ΕΛΛΑΣ-ΙΣΡΑΗΛ ΤΕΛ ΑΒΙΒ 1.— Η εθνική ομάς ανεχώρησε χθες. [1376, 527, 1568, 578]
tech-body3: Η προωθείσα τού Κρατικού Ιδρύματος, συμπληρωματικώς πρός τας λοιπάς εκπαιδευτικάς δαπάνας, χορηγεί δάνεια εις τούς φοιτητάς τών Ανωτάτων Εκπαιδευτικών Ιδρυμάτων. Τό δάνειον χορηγείται κατόπιν αιτήσεως τού ενδιαφερομένου, υποβαλλομένης μετά τών απαιτουμένων δικαιολογητικών, εις την Γραμματείαν τής Σχολής, εντός τής ορισθείσης προθεσμίας. [232, 965, 433, 1068]
classified-ad: ΕΡΓΑΣΤΗΡΙΟΝ ραπτικής ζητεί εργάτριας. Τηλ. 32-081. [994, 1980, 1178, 2003]
classified-ad: ΖΗΤΟΥΝΤΑΙ βοηθοί σκηνοθέτου. Τηλ. 24-881. [411, 1698, 595, 1720]
classified-ad: ΖΗΤΕΙΤΑΙ βοηθός φαρμακοποιού. Τηλ. 25-744. [994, 1676, 1178, 1699]
classified-ad: ΠΡΟΣΤΑΤΕΥΜΕΝΟΣ λογιστής ζητεί εργασίαν. Τηλ. 39-141. [605, 1727, 789, 1750]
classified-ad: Ο ΚΙΝΗΜΑΤΟΓΡΑΦΟΣ αναλαμβάνει εργασίας. Τηλ. 24-310. [799, 1714, 983, 1736]
exhibition-body2: ΛΟΝΔΙΝΟΝ, 11 (Ρόυτερ).— Πίνακες ζωγραφικής, η αξία τών οποίων υπολογίζεται εις 100.000 στερλίνας, εκλάπησαν από την οικίαν τού λόρδου Ρόκλιφ. Η αστυνομία ερευνά. [439, 155, 613, 207]
classified-ad: ΑΥΤΟΚΙΝΗΤΑ ενοικιάζονται. Τηλ. 41-012. [605, 1639, 789, 1652]
classified-ad: ΚΑΘΗΓΗΤΗΣ Αγγλικών παραδίδει μαθήματα. Τηλ. 35-019. [411, 1367, 595, 1389]
agriculture-body3: Η γεωπονική και δασολογική σχολή τού Πανεπιστημίου Θεσσαλονίκης ανακοινώνει ότι προκηρύσσει την πλήρωσιν τής τακτικής έδρας τής Γεωργίας. Αι αιτήσεις υποψηφιότητος θα υποβληθούν εντός τεσσάρων μηνών. [1186, 1638, 1371, 1700]
classified-ad: Ο ΚΙΝΗΜΑΤΟΓΡΑΦΟΣ αναλαμβάνει εργασίας. Τηλ. 24-310. [799, 2153, 983, 2175]
classified-ad: ΠΩΛΕΙΤΑΙ αυτοκίνητον Φίατ 1100 εν λειτουργία. Τηλ. 61-221. [22, 1686, 206, 1709]
narcotics-body3: ΑΛΕΞΑΝΔΡΟΥΠΟΛΙΣ, 11.— Υπό τού τριμελούς Πλημμελειοδικείου κατεδικάσθη σεσημασμένος λαθρέμπορος ναρκωτικών εις πενταετή φυλάκισιν και χρηματικήν ποινήν 15.000 δραχμών. [1186, 1398, 1371, 1460]
sport-body2: Ο ΣΚΟΠΟΣ ΤΗΣ ΕΠΕΜ.— Την ανάγκην τής αναδιοργανώσεως τού ποδοσφαίρου διεπίστωσαν οι παράγοντες τής ομοσπονδίας. ΕΛΛΑΣ-ΙΣΡΑΗΛ ΤΕΛ ΑΒΙΒ 1.— Η εθνική ομάς ανεχώρησε χθες. [1376, 189, 1568, 240]
sport-body2-f: Ο ΣΚΟΠΟΣ ΤΗΣ ΕΠΕΜ.— Την ανάγκην τής αναδιοργανώσεως τού ποδοσφαίρου διεπίστωσαν οι παράγοντες τής ομοσπονδίας. ΕΛΛΑΣ-ΙΣΡΑΗΛ ΤΕΛ ΑΒΙΒ 1.— Η εθνική ομάς ανεχώρησε χθες. [1376, 471, 1568, 523]
sport-body2-j: Ο ΣΚΟΠΟΣ ΤΗΣ ΕΠΕΜ.— Την ανάγκην τής αναδιοργανώσεως τού ποδοσφαίρου διεπίστωσαν οι παράγοντες τής ομοσπονδίας. ΕΛΛΑΣ-ΙΣΡΑΗΛ ΤΕΛ ΑΒΙΒ 1.— Η εθνική ομάς ανεχώρησε χθες. [1376, 696, 1568, 748]
classified-ad: ΦΙΛΟΛΟΓΟΣ παραδίδει μαθήματα. Τηλ. 25-939. [799, 1418, 983, 1440]
astronaut-kicker: ΑΙ ΑΠΟΨΕΙΣ ΤΟΥ ΔΙΑΣΜΟΥ ΑΣΤΕΡΟΣ [699, 502, 937, 516]
sport-kicker: Διεθνής αναμέτρησις τού ποδοσφαίρου μας [1176, 24, 1456, 38]
classified-ad: ΚΑΘΗΓΗΤΗΣ Αγγλικών παραδίδει μαθήματα. Τηλ. 35-019. [411, 1596, 595, 1618]
classified-ad: ΟΠΕΛ ΚΑΝΤΕΤ πωλείται εις καλήν κατάστασιν. Τηλ. 51-905. [605, 1433, 789, 1456]
classified-ad: ΚΑΘΗΓΗΤΗΣ μαθηματικών παραδίδει. Τηλ. 30-311. [799, 2270, 983, 2293]
classified-ad: ΚΑΛΛΙΤΕΧΝΙΚΑ κοσμήματα εις τιμάς ευκαιρίας. Αγ. Σοφίας 12. [22, 1463, 206, 1485]
classified-ad: ΠΑΡΑΔΙΔΟΝΤΑΙ μαθήματα πιάνου. Τηλ. 43-201. [994, 1563, 1178, 1585]
classified-ad: ΕΡΓΑΣΤΗΡΙΟΝ ραπτικής ζητεί εργάτριας. Τηλ. 32-081. [994, 1800, 1178, 1822]
classified-ad: ΑΝΑΛΑΜΒΑΝΩ μεταφράσεις. Τηλ. 31-760. [994, 1588, 1178, 1601]
sports-column [1176, 24, 1568, 1210]
classified-ad: ΖΗΤΕΙΤΑΙ δακτυλογράφος. Τηλ. 27-155. [994, 1965, 1178, 1977]
lottery-title: ΔΕΝ ΕΠΛΗΡΩΣΕ ΤΑ ΛΑΧΕΙΑ [449, 691, 604, 704]
col4-title3: Η ΚΟΛΟΥΜΠΙΑ ΘΑ ΓΥΡΙΣΗ ΔΥΟ ΤΑΙΝΙΑΣ ΕΙΣ ΤΑΣ ΑΘΗΝΑΣ ΚΑΙ ΤΗΝ ΚΕΡΚΥΡΑΝ [1024, 407, 1167, 453]
col4-title1b: ΑΦΟΥ ΕΣΟΝΕΥΣΕ ΤΟΝ ΘΕΤΟΝ ΥΙΟΝ ΤΟΥ [1023, 69, 1168, 89]
classified-ad: ΑΥΤΟΚΙΝΗΤΑ ενοικιάζονται. Τηλ. 41-012. [605, 1819, 789, 1832]
classified-ad: ΠΡΟΣΤΑΤΕΥΜΕΝΟΣ λογιστής ζητεί εργασίαν. Τηλ. 39-141. [605, 2088, 789, 2111]
classifieds-column [411, 1341, 595, 2331]
classified-ad: ΠΑΡΑΔΙΔΟΝΤΑΙ μαθήματα Γαλλικών. Τηλ. 60-455. [799, 1780, 983, 1803]
classified-ad: ΠΩΛΕΙΤΑΙ οικία διώροφος εις Χαριλάου. Τηλ. 41-885. [216, 1510, 400, 1532]
astronaut-body2: ΝΕΑ ΥΟΡΚΗ, 11 (Ασ. Πρές).— Ο γνωστός ηθοποιός τού κινηματογράφου Τόνυ Κέρτις εδήλωσεν ότι η διακοπή τού καπνίσματος ενισχύει την ερωτικήν ιδιοσυγκρασίαν. Ο Κέρτις έλαβεν ειδικόν παράσημον διά την εκστρατείαν του κατά τού καπνού. [821, 632, 1016, 694]
classified-ad: ΠΩΛΕΙΤΑΙ ραδιόφωνον. Τηλ. 40-118. [994, 2021, 1178, 2034]
hospital-title: ΠΛΗΡΩΣΙΣ ΕΠΙ ΘΗΤΕΙΑ ΙΑΤΡΙΚΩΝ ΘΕΣΕΩΝ ΕΙΣ ΤΟ ΓΕΝΙΚΟΝ ΝΟΣΟΚΟΜΕΙΟΝ ΤΟΥ ΚΙΛΚΙΣ [1186, 1780, 1533, 1811]
classified-ad: ΖΗΤΟΥΝΤΑΙ πωληταί διά εμπόρευμα. Τηλ. 40-628. [605, 1882, 789, 1905]
col4-body5b: Ο κ. Τζών Μάρκου, εκπρόσωπος τών ομογενών εφοπλιστών, επισκέπτεται την Θεσσαλονίκην διά την μελέτην επενδύσεων. [1022, 856, 1169, 897]
classified-ad: ΓΕΩΡΓΙΚΗ ΣΧΟΛΗ πωλεί σπόρους λαχανικών. Τηλ. 41-660. [22, 1488, 206, 1511]
sport-body-m: Διά μίαν ακόμη φοράν, τό ελληνικόν ποδόσφαιρον δίδει σήμερον εξετάσεις εις διεθνείς συναντήσεις. Η Εθνική ομάς αγωνίζεται εις Τελ Αβίβ κατά τής ομάδος τού Ισραήλ, ενώ η ΑΕΚ αντιμετωπίζει την Σπάρτακ τού Τρνάβα διά το Κύπελλον Πρωταθλητριών. [1176, 1113, 1368, 1184]
classified-ad: ΠΑΡΑΔΙΔΕΙ μαθήματα κιθάρας. Τηλ. 71-402. [799, 1663, 983, 1685]
